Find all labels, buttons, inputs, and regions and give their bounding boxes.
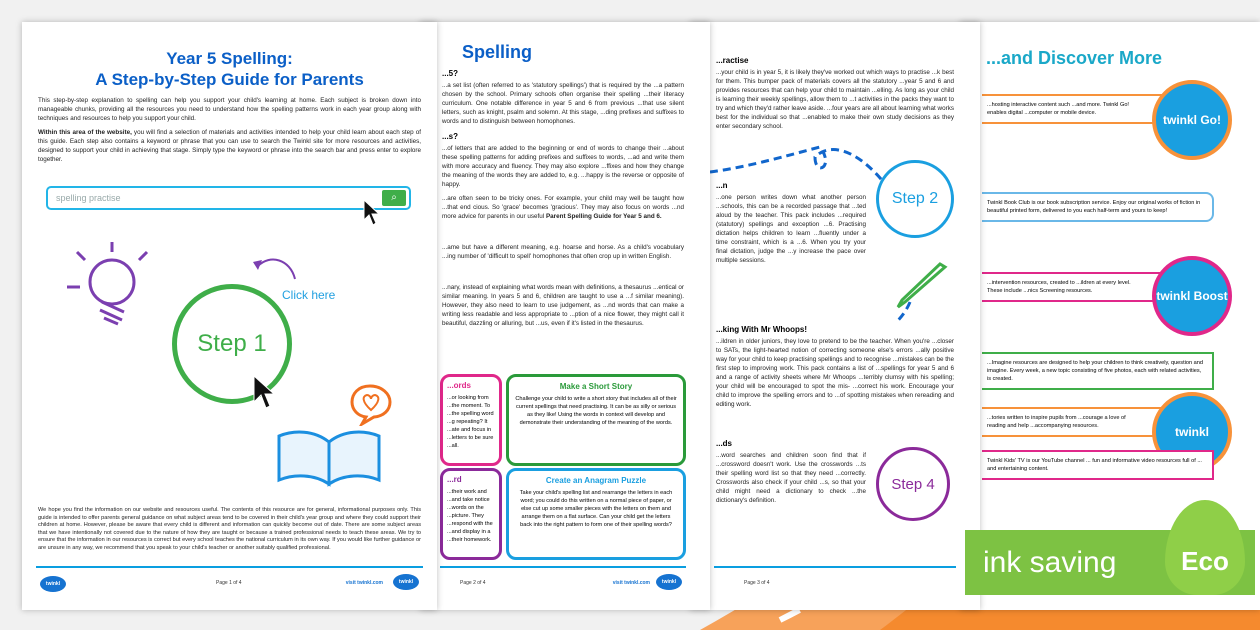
- kids-tv-band: Twinkl Kids' TV is our YouTube channel ... fun and informative video resources full of ... and entertaining content.: [982, 450, 1214, 480]
- site-link: visit twinkl.com: [612, 580, 650, 586]
- disclaimer-text: We hope you find the information on our website and resources useful. The contents of this resource are for general, informational purposes only. This guide is intended to offer parents general guidance on what subject areas tend to be covered in their child's year group and where they could support their children at home. However, please be aware that every child is different and information can quickly become out of date. There are some subject areas that we have intentionally not covered due to the nature of how they are taught or because a trained professional needs to teach these areas. We try to ensure that the information in our resources is correct but every school teaches the national curriculum in its own way. If you would like further guidance or are unsure in any way, we recommend that you speak to your child's teacher or another suitably qualified professional.: [38, 507, 421, 551]
- intro-paragraph: This step-by-step explanation to spelling can help you support your child's learning at home. Each subject is broken down into manageable chunks, providing all the resources you need to understand how the spelling patterns work in each year group along with techniques and resources to help you support your child.: [38, 97, 421, 122]
- twinkl-logo: twinkl: [656, 574, 682, 590]
- website-paragraph: Within this area of the website, you will find a selection of materials and activities intended to help your child learn about each step of this guide. Each step also contains a keyword or phrase that you can use to search the Twinkl site for more resources and activities, designed to support your child in achieving that stage. Simply type the keyword or phrase into the search bar and press enter to explore together.: [38, 129, 421, 163]
- section-text: ...nary, instead of explaining what words mean with definitions, a thesaurus ...entical or similar meaning. In years 5 and 6, children are taught to use a ...f similar meaning). However, they also need to learn to use judgement, as ...nd words that can make a writing less readable and less appropriate to ...ption of a nice flower, they might call it beautiful, dazzling or alluring, but ...us, even if it's listed in the thesaurus.: [442, 284, 684, 327]
- originals-band: ...tories written to inspire pupils from ...courage a love of reading and help ...accompanying resources.: [982, 407, 1172, 437]
- activity-box-purple: ...rd ...their work and ...and take notice ...words on the ...picture. They ...respond with the ...and display in a ...their homework.: [440, 468, 502, 560]
- section-heading: ...5?: [442, 69, 459, 78]
- page-1-footer: [36, 566, 423, 587]
- ink-saving-label: ink saving: [983, 545, 1117, 579]
- twinkl-go-band: ...hosting interactive content such ...and more. Twinkl Go! enables digital ...computer or mobile device.: [982, 94, 1172, 124]
- page-4-title: ...and Discover More: [986, 48, 1163, 68]
- section-heading: ...king With Mr Whoops!: [716, 325, 808, 334]
- page-3: [690, 22, 980, 610]
- pencil-icon: [890, 262, 950, 312]
- search-bar-illustration: spelling practise ⌕: [46, 186, 411, 210]
- twinkl-go-logo: twinkl Go!: [1152, 80, 1232, 160]
- book-club-band: Twinkl Book Club is our book subscription service. Enjoy our original works of fiction in beautiful printed form, delivered to you each half-term and yours to keep!: [982, 192, 1214, 222]
- section-text: ...are often seen to be tricky ones. For example, your child may well be taught how ...that end cious. So 'grace' becomes 'gracious'. They may also focus on words ...nd more advice for parents in our useful Parent Spelling Guide for Year 5 and 6.: [442, 195, 684, 220]
- twinkl-boost-logo: twinkl Boost: [1152, 256, 1232, 336]
- section-heading: ...n: [716, 181, 728, 190]
- page-2-title: Spelling: [462, 42, 533, 62]
- step-4-circle: Step 4: [876, 447, 950, 521]
- section-text: ...your child is in year 5, it is likely they've worked out which ways to practise ...k best for them. This bumper pack of materials covers all the statutory ...year 5 and 6 and provides resources that can help your child to maintain ...elling. As long as your child is learning their weekly spellings, allow them to ...t activities in the packs they want to try and which they'd rather leave aside. ...four years are all about learning what works best for the individual so that ...enabled to make their own study decisions as they enter secondary school.: [716, 69, 954, 130]
- section-heading: ...s?: [442, 132, 459, 141]
- section-text: ...ildren in older juniors, they love to pretend to be the teacher. When you're ...closer to SATs, the light-hearted notion of correcting someone else's errors ...ally positive way for your child to keep practising spellings and to recognise ...mistakes can be the first step to improving work. This pack contains a list of ...spellings for year 5 and 6 and a range of activity sheets where Mr Whoops ...terribly clumsy with his spelling; your child will be encouraged to spot the mis- ...correct his work. Encourage your child to improve the spelling errors and to ...of spotting mistakes when rereading and editing work.: [716, 338, 954, 408]
- section-text: ...word searches and children soon find that if ...crossword doesn't work. Use the crosswords ...ts their spelling word list so that they need ...correctly. Crosswords also check if your child ...s, so that your child might need a dictionary to check ...the dictionary's definition.: [716, 452, 866, 504]
- activity-box-anagram: Create an Anagram Puzzle Take your child's spelling list and rearrange the letters in each word; you could do this written on a normal piece of paper, or else cut up some smaller pieces with the letters on them and arrange them on a flat surface. Can your child get the letters back into the right pattern to form one of their spelling words?: [506, 468, 686, 560]
- page-2: [420, 22, 710, 610]
- section-text: ...of letters that are added to the beginning or end of words to change their ...about these spelling patterns for adding prefixes and suffixes to words, ...ad and write them with more accuracy and fluency. They may also explore ...ffixes and how they change the meaning of the words they are added to, e.g. ...happy is the reverse or opposite of happy.: [442, 145, 684, 188]
- imagine-band: ...Imagine resources are designed to help your children to think creatively, question and imagine. Every week, a new topic consisting of five photos, each with related activities, is created.: [982, 352, 1214, 390]
- click-here-label: Click here: [282, 288, 336, 302]
- ink-saving-badge: [965, 530, 1255, 595]
- section-text: ...ame but have a different meaning, e.g. hoarse and horse. As a child's vocabulary ...ing number of 'difficult to spell' homophones that often crop up in written English.: [442, 244, 684, 260]
- section-heading: ...ractise: [716, 56, 749, 65]
- cursor-icon: [362, 198, 382, 228]
- site-link: visit twinkl.com: [345, 580, 383, 586]
- step-2-circle: Step 2: [876, 160, 954, 238]
- lightbulb-icon: [52, 232, 162, 342]
- page-3-footer: [714, 566, 956, 586]
- twinkl-logo: twinkl: [40, 576, 66, 592]
- activity-box-pink: ...ords ...or looking from ...the moment. To ...the spelling word ...g repeating? It ...ate and focus in ...letters to be sure ...all.: [440, 374, 502, 466]
- section-text: ...one person writes down what another person ...schools, this can be a recorded passage that ...ted aloud by the teacher. This pack includes ...required (statutory) spellings and exception ...6. Practising dictation helps children to learn ...fluently under a time constraint, which is a ...6. When you try your final dictation, judge the ...y increase the pace over multiple sessions.: [716, 194, 866, 264]
- activity-box-short-story: Make a Short Story Challenge your child to write a short story that includes all of their current spellings that need practising. It can be as silly or serious as they like! Using the words in context will develop and demonstrate their understanding of the meaning of the words.: [506, 374, 686, 466]
- page-1-title: Year 5 Spelling: A Step-by-Step Guide for Parents: [95, 49, 364, 89]
- step-1-circle: Step 1: [172, 284, 292, 404]
- cursor-icon: [252, 374, 278, 414]
- twinkl-logo: twinkl: [393, 574, 419, 590]
- page-1: [22, 22, 437, 610]
- twinkl-boost-band: ...intervention resources, created to ...ildren at every level. These include ...nics Screening resources.: [982, 272, 1172, 302]
- arrow-icon: [250, 254, 300, 284]
- page-2-footer: [440, 566, 686, 586]
- search-icon: ⌕: [382, 190, 406, 206]
- open-book-icon: [274, 422, 384, 492]
- page-number: Page 2 of 4: [460, 580, 486, 586]
- section-text: ...a set list (often referred to as 'statutory spellings') that is required by the ...a pattern chosen by the school. Primary schools often organise their spelling ...their literacy curriculum. One notable difference in year 5 and 6 from previous ...that use silent letters, such as knight, psalm and solemn. At this stage, ...ding prefixes and suffixes to words and to distinguish between homophones.: [442, 82, 684, 125]
- section-heading: ...ds: [716, 439, 733, 448]
- speech-heart-icon: [350, 382, 392, 426]
- page-number: Page 3 of 4: [744, 580, 770, 586]
- eco-leaf-badge: Eco: [1165, 500, 1245, 595]
- twinkl-originals-logo: twinkl: [1152, 392, 1232, 472]
- page-number: Page 1 of 4: [216, 580, 242, 586]
